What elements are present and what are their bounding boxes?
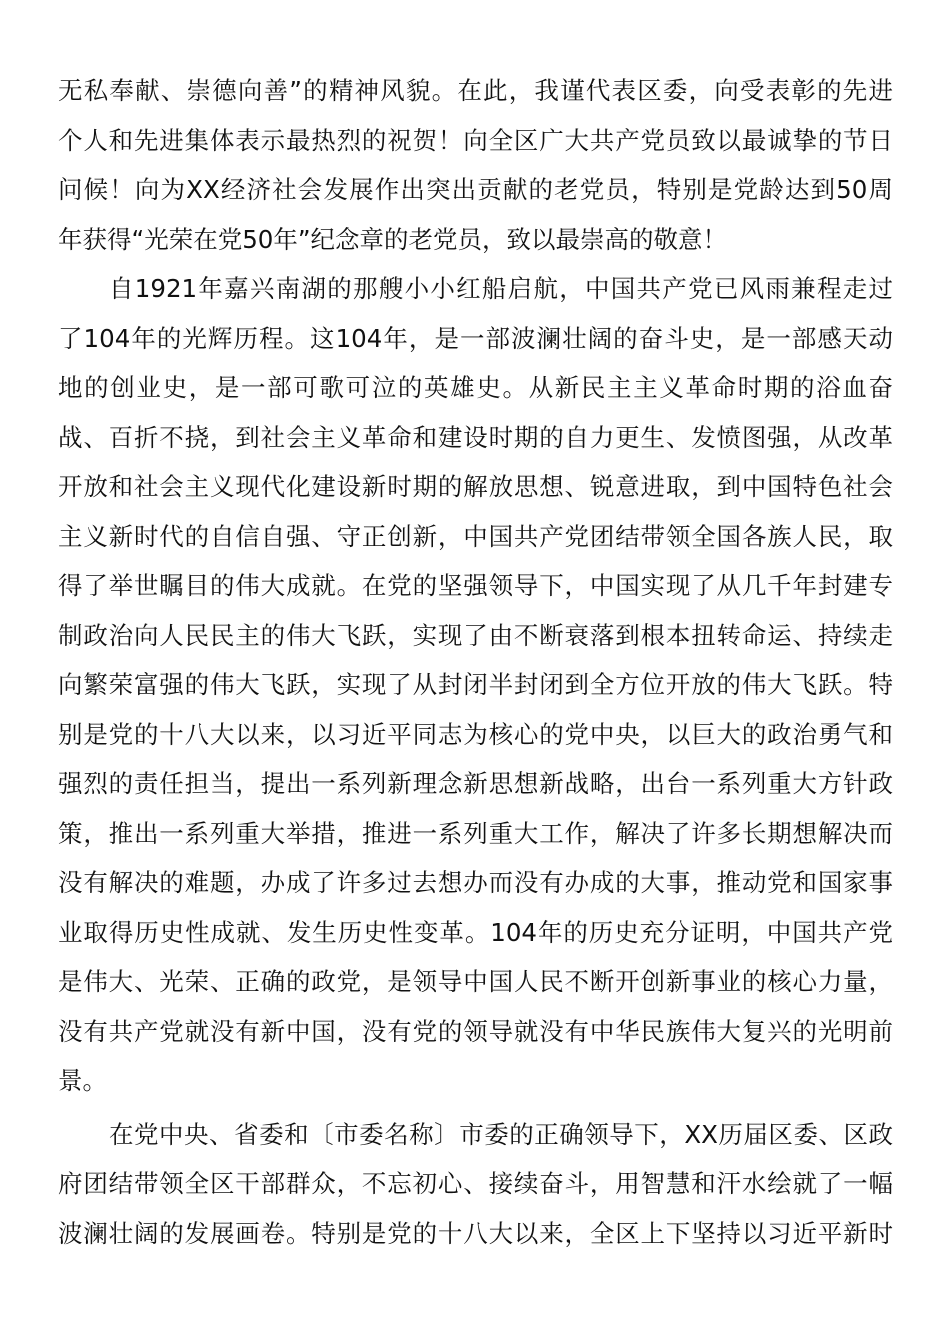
text-line: 强烈的责任担当，提出一系列新理念新思想新战略，出台一系列重大方针政 [58,769,893,798]
document-body [58,66,893,1258]
paragraph-2 [58,264,893,1106]
text-line: 在党中央、省委和〔市委名称〕市委的正确领导下，XX历届区委、区政 [109,1119,893,1149]
text-line: 没有共产党就没有新中国，没有党的领导就没有中华民族伟大复兴的光明前 [58,1016,893,1046]
text-line: 问候！向为XX经济社会发展作出突出贡献的老党员，特别是党龄达到50周 [58,175,893,204]
text-line: 波澜壮阔的发展画卷。特别是党的十八大以来，全区上下坚持以习近平新时 [58,1218,893,1248]
text-line: 自1921年嘉兴南湖的那艘小小红船启航，中国共产党已风雨兼程走过 [109,274,893,303]
text-line: 是伟大、光荣、正确的政党，是领导中国人民不断开创新事业的核心力量， [58,967,893,996]
text-line: 景。 [58,1066,107,1095]
text-line: 年获得“光荣在党50年”纪念章的老党员，致以最崇高的敬意！ [58,224,728,254]
text-line: 个人和先进集体表示最热烈的祝贺！向全区广大共产党员致以最诚挚的节日 [58,125,893,155]
text-line: 制政治向人民民主的伟大飞跃，实现了由不断衰落到根本扭转命运、持续走 [58,620,893,650]
text-line: 开放和社会主义现代化建设新时期的解放思想、锐意进取，到中国特色社会 [58,472,893,501]
paragraph-3 [58,1110,893,1259]
text-line: 了104年的光辉历程。这104年，是一部波澜壮阔的奋斗史，是一部感天动 [58,323,893,353]
text-line: 战、百折不挠，到社会主义革命和建设时期的自力更生、发愤图强，从改革 [58,422,893,452]
text-line: 得了举世瞩目的伟大成就。在党的坚强领导下，中国实现了从几千年封建专 [58,571,893,600]
paragraph-1 [58,66,893,264]
text-line: 没有解决的难题，办成了许多过去想办而没有办成的大事，推动党和国家事 [58,868,893,897]
text-line: 无私奉献、崇德向善”的精神风貌。在此，我谨代表区委，向受表彰的先进 [58,76,893,105]
text-line: 向繁荣富强的伟大飞跃，实现了从封闭半封闭到全方位开放的伟大飞跃。特 [58,670,893,699]
text-line: 地的创业史，是一部可歌可泣的英雄史。从新民主主义革命时期的浴血奋 [58,373,893,402]
text-line: 主义新时代的自信自强、守正创新，中国共产党团结带领全国各族人民，取 [58,521,893,551]
text-line: 府团结带领全区干部群众，不忘初心、接续奋斗，用智慧和汗水绘就了一幅 [58,1169,893,1198]
text-line: 别是党的十八大以来，以习近平同志为核心的党中央，以巨大的政治勇气和 [58,719,893,749]
text-line: 策，推出一系列重大举措，推进一系列重大工作，解决了许多长期想解决而 [58,818,893,848]
text-line: 业取得历史性成就、发生历史性变革。104年的历史充分证明，中国共产党 [58,917,893,947]
